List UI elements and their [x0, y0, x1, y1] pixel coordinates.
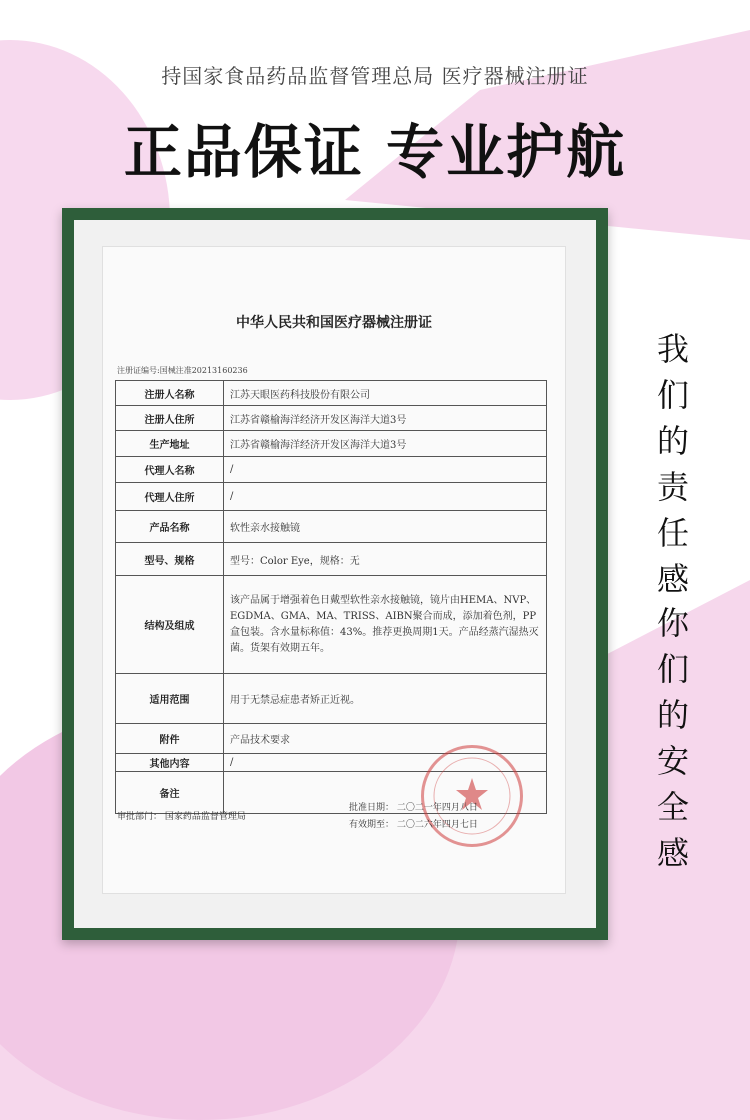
side-char: 的	[656, 696, 689, 734]
certificate-document	[102, 246, 566, 894]
row-label: 注册人名称	[116, 381, 224, 406]
table-row	[116, 431, 547, 457]
approval-department: 审批部门： 国家药品监督管理局	[117, 812, 246, 822]
side-char: 你	[656, 604, 689, 642]
side-char: 的	[656, 422, 689, 460]
side-char: 任	[656, 514, 689, 552]
row-value: 软性亲水接触镜	[224, 511, 547, 543]
side-char: 们	[656, 650, 689, 688]
table-row	[116, 457, 547, 483]
row-label: 附件	[116, 724, 224, 754]
frame-mat	[74, 220, 596, 928]
side-text-safety	[648, 600, 698, 876]
side-char: 感	[656, 834, 689, 872]
side-char: 们	[656, 376, 689, 414]
official-seal	[421, 745, 523, 847]
certificate-title: 中华人民共和国医疗器械注册证	[236, 315, 432, 331]
row-label: 备注	[116, 772, 224, 814]
side-char: 安	[656, 742, 689, 780]
table-row	[116, 576, 547, 674]
approval-date: 批准日期： 二〇二一年四月八日	[349, 803, 478, 813]
side-char: 感	[656, 560, 689, 598]
table-row	[116, 674, 547, 724]
row-value: /	[224, 754, 547, 772]
row-value: 产品技术要求	[224, 724, 547, 754]
row-label: 结构及组成	[116, 576, 224, 674]
row-value: 江苏省赣榆海洋经济开发区海洋大道3号	[224, 406, 547, 431]
table-row	[116, 381, 547, 406]
table-row	[116, 543, 547, 576]
row-value: 江苏天眼医药科技股份有限公司	[224, 381, 547, 406]
row-label: 生产地址	[116, 431, 224, 457]
row-label: 代理人住所	[116, 483, 224, 511]
row-label: 其他内容	[116, 754, 224, 772]
valid-until: 有效期至： 二〇二六年四月七日	[349, 820, 478, 830]
row-value: /	[224, 457, 547, 483]
table-row	[116, 483, 547, 511]
table-row	[116, 511, 547, 543]
row-label: 产品名称	[116, 511, 224, 543]
registration-number: 注册证编号:国械注准20213160236	[117, 366, 248, 375]
row-value: 江苏省赣榆海洋经济开发区海洋大道3号	[224, 431, 547, 457]
row-label: 代理人名称	[116, 457, 224, 483]
row-value: 该产品属于增强着色日戴型软性亲水接触镜，镜片由HEMA、NVP、EGDMA、GMA、MA、TRISS、AIBN聚合而成，添加着色剂，PP盒包装。含水量标称值：43%。推荐更换周期1天。产品经蒸汽湿热灭菌。货架有效期五年。	[224, 576, 547, 674]
table-row	[116, 406, 547, 431]
row-label: 注册人住所	[116, 406, 224, 431]
certificate-frame	[62, 208, 608, 940]
side-char: 责	[656, 468, 689, 506]
side-char: 我	[656, 330, 689, 368]
row-label: 适用范围	[116, 674, 224, 724]
row-value: 用于无禁忌症患者矫正近视。	[224, 674, 547, 724]
side-char: 全	[656, 788, 689, 826]
side-text-responsibility	[648, 326, 698, 602]
subtitle: 持国家食品药品监督管理总局 医疗器械注册证	[161, 64, 589, 88]
row-value: 型号：Color Eye，规格：无	[224, 543, 547, 576]
headline: 正品保证 专业护航	[123, 118, 627, 186]
row-label: 型号、规格	[116, 543, 224, 576]
row-value: /	[224, 483, 547, 511]
